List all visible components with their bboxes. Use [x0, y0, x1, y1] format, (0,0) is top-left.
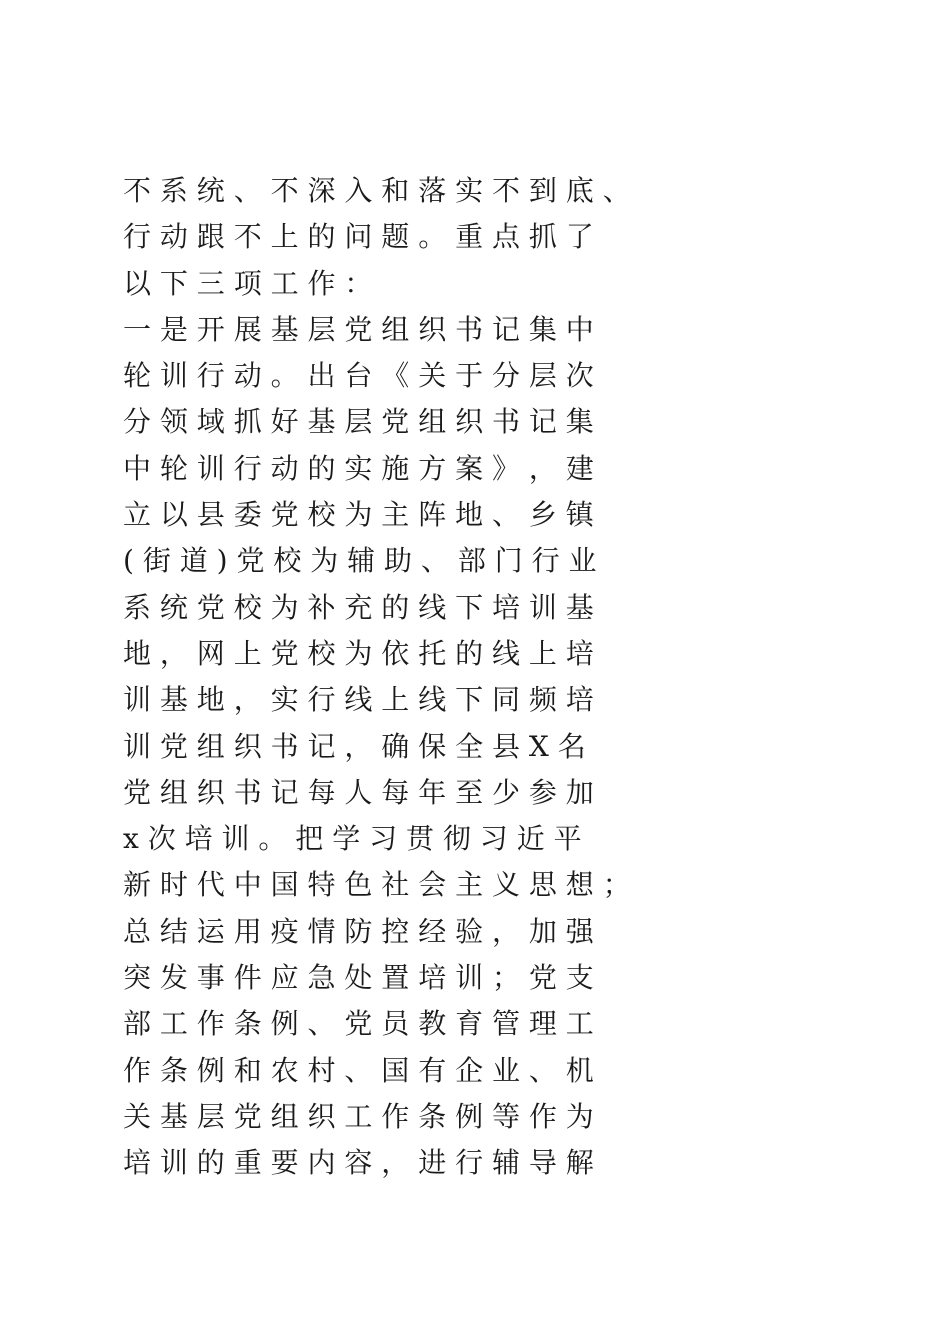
text-line: 部 工 作 条 例 、 党 员 教 育 管 理 工: [123, 1007, 594, 1041]
text-line: 不 系 统 、 不 深 入 和 落 实 不 到 底 、: [123, 174, 631, 207]
text-line: ( 街 道 ) 党 校 为 辅 助 、 部 门 行 业: [123, 544, 597, 578]
text-line: 以 下 三 项 工 作 ：: [123, 266, 373, 300]
text-line: 作 条 例 和 农 村 、 国 有 企 业 、 机: [123, 1053, 594, 1087]
text-line: 立 以 县 委 党 校 为 主 阵 地 、 乡 镇: [123, 498, 594, 532]
text-line: 关 基 层 党 组 织 工 作 条 例 等 作 为: [123, 1099, 594, 1133]
body-text: [123, 168, 923, 1187]
text-line: 中 轮 训 行 动 的 实 施 方 案 》 ， 建: [123, 451, 594, 485]
text-line: 党 组 织 书 记 每 人 每 年 至 少 参 加: [123, 775, 594, 809]
text-line: 新 时 代 中 国 特 色 社 会 主 义 思 想 ；: [123, 868, 631, 902]
text-line: x 次 培 训 。 把 学 习 贯 彻 习 近 平: [123, 822, 582, 856]
text-line: 突 发 事 件 应 急 处 置 培 训 ； 党 支: [123, 961, 594, 995]
text-line: 训 基 地 ， 实 行 线 上 线 下 同 频 培: [123, 683, 594, 717]
text-line: 分 领 域 抓 好 基 层 党 组 织 书 记 集: [123, 405, 594, 439]
text-line: 训 党 组 织 书 记 ， 确 保 全 县 X 名: [123, 729, 586, 763]
text-line: 总 结 运 用 疫 情 防 控 经 验 ， 加 强: [123, 914, 594, 948]
text-line: 一 是 开 展 基 层 党 组 织 书 记 集 中: [123, 312, 594, 346]
text-line: 培 训 的 重 要 内 容 ， 进 行 辅 导 解: [123, 1146, 594, 1180]
text-line: 系 统 党 校 为 补 充 的 线 下 培 训 基: [123, 590, 594, 624]
text-line: 行 动 跟 不 上 的 问 题 。 重 点 抓 了: [123, 220, 594, 254]
text-line: 地 ， 网 上 党 校 为 依 托 的 线 上 培: [123, 636, 594, 670]
text-line: 轮 训 行 动 。 出 台 《 关 于 分 层 次: [123, 359, 594, 393]
